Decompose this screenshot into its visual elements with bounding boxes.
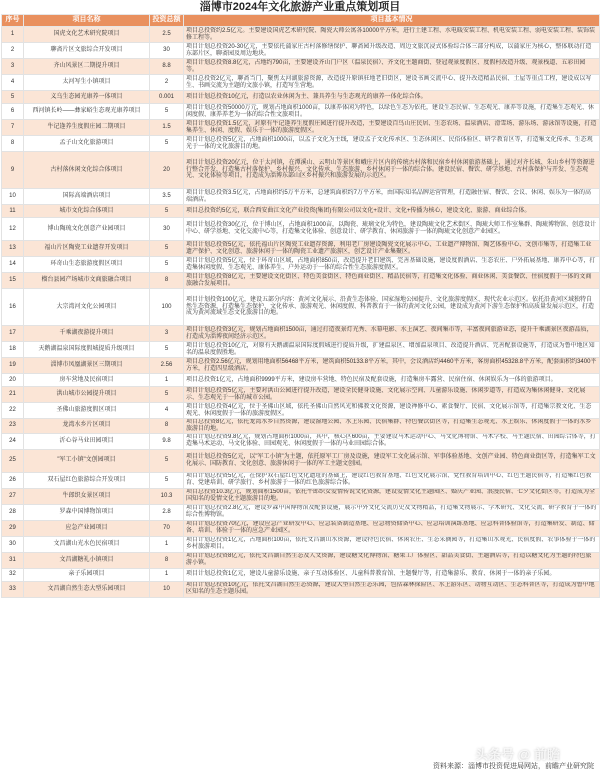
row-index: 11 [2, 205, 24, 218]
project-name: 西河镇长岭——彝家峪生态观光康养项目 [24, 104, 150, 120]
table-row [2, 120, 600, 136]
project-name: 应急产业园项目 [24, 520, 150, 536]
project-description: 项目计划总投资70亿元，建设应急产业研发中心、应急装备制造基地、应急物资储备中心、应急培训演练基地、应急科普体验馆等，打造集研发、制造、储备、培训、体验于一体的应急产业园区。 [184, 520, 600, 536]
project-description: 项目计划总投资20-30亿元，主要依托蒲家庄古村落修缮保护、聊斋园升级改造、周边文旅沉浸式体验综合体三部分构成，以蒲家庄为核心，整体联动打造东部片区，聊斋园及周边地块。 [184, 43, 600, 59]
table-row [2, 241, 600, 257]
header-description: 项目基本情况 [184, 15, 600, 27]
table-row [2, 488, 600, 504]
project-description: 项目计划总投资1亿元，建设儿童游乐设施、亲子互动体验区、儿童科普教育馆、主题餐厅等，打造集游乐、教育、休闲于一体的亲子乐园。 [184, 568, 600, 581]
project-name: 罗森中国博物馆项目 [24, 504, 150, 520]
investment-amount: 2 [150, 75, 184, 91]
table-row [2, 189, 600, 205]
row-index: 7 [2, 120, 24, 136]
table-row [2, 403, 600, 419]
investment-amount: 8.8 [150, 59, 184, 75]
project-description: 项目计划总投资8.8亿元，占地约790亩，主要建设齐山门户区（温泉民宿）、齐文化主题商街、登冠观景度假区、度假村改造升级、观景栈道、五彩田园等。 [184, 59, 600, 75]
project-description: 项目计划总投资10亿元，打造以农业休闲为主、兼具养生与生态观光的康养一体化综合体。 [184, 91, 600, 104]
project-description: 项目总投资约5亿元，联合西安曲江文化产业投资(集团)有限公司以文化+设计、文化+传播为核心，建设文化、旅游、商业综合体。 [184, 205, 600, 218]
project-name: 圣佛山旅游度假区项目 [24, 403, 150, 419]
row-index: 30 [2, 536, 24, 552]
header-investment: 投资总额 [150, 15, 184, 27]
table-body [2, 27, 600, 598]
row-index: 4 [2, 75, 24, 91]
table-row [2, 257, 600, 273]
project-name: 洪山城市公园提升项目 [24, 387, 150, 403]
project-description: 项目计划总投资5亿元，占地面积1000亩，以孟子文化为主线，建设孟子文化传承区、生态休闲区、民俗体验区、研学教育区等，打造集文化传承、生态观光于一体的文化旅游目的地。 [184, 136, 600, 152]
project-name: 国虎文化艺术研究院项目 [24, 27, 150, 43]
project-name: 榴台县园产场城市文商旅融合项目 [24, 273, 150, 289]
investment-amount: 30 [150, 218, 184, 241]
table-row [2, 289, 600, 326]
row-index: 10 [2, 189, 24, 205]
project-description: 项目计划总投资3.5亿元，占地面积约5万平方米，总建筑面积约7万平方米，由国际知名品牌运营管理，打造融住宿、餐饮、会议、休闲、娱乐为一体的高端酒店。 [184, 189, 600, 205]
row-index: 19 [2, 358, 24, 374]
project-name: 龙湾水乡片区项目 [24, 419, 150, 434]
project-name: 聊斋片区文旅综合开发项目 [24, 43, 150, 59]
project-description: 项目计划总投资5亿元，主要对洪山公园进行提升改造，建设全民健身设施、文化展示空间、儿童游乐设施、休闲步道等，打造成为集休闲健身、文化展示、生态观光于一体的城市公园。 [184, 387, 600, 403]
project-description: 项目计划总投资10亿元，对原有天鹅湖温泉国际度假城进行提质升级，扩建温泉区、增加温泉项目、改造提升酒店、完善配套设施等，打造成为鲁中地区知名的温泉度假胜地。 [184, 342, 600, 358]
row-index: 31 [2, 552, 24, 568]
table-row [2, 27, 600, 43]
row-index: 28 [2, 504, 24, 520]
row-index: 8 [2, 136, 24, 152]
table-row [2, 152, 600, 189]
project-name: 齐山风景区二期提升项目 [24, 59, 150, 75]
investment-amount: 5 [150, 342, 184, 358]
row-index: 5 [2, 91, 24, 104]
row-index: 27 [2, 488, 24, 504]
investment-amount: 70 [150, 520, 184, 536]
project-description: 项目计划总投资5亿元，依托福山片区陶瓷工业遗存资源，利用老厂房建设陶瓷文化展示中心、工业遗产博物馆、陶艺体验中心、文创市集等，打造集工业遗产保护、文化创意、旅游休闲于一体的陶瓷工业遗产旅游区，创艺设计产业集聚区。 [184, 241, 600, 257]
table-row [2, 374, 600, 387]
project-name: 环奇山生态旅游度假区项目 [24, 257, 150, 273]
investment-amount: 1 [150, 568, 184, 581]
project-name: 文昌湖山光水色民宿项目 [24, 536, 150, 552]
project-description: 项目总投资8亿元，依托龙湾水乡自然资源，建设湿地公园、水上乐园、民宿集群、特色餐饮街区等，打造集生态观光、水上娱乐、休闲度假于一体的水乡旅游目的地。 [184, 419, 600, 434]
investment-amount: 5 [150, 104, 184, 120]
project-description: 项目计划总投资50000万元，规划占地面积1000亩，以康养体闲为特色，以绿色生态为依托，建设生态民宿、生态观光、康养等设施，打造集生态观光、休闲度假、康养养老为一体的综合性文旅项目。 [184, 104, 600, 120]
project-name: 义乌生态园光康养一体项目 [24, 91, 150, 104]
table-row [2, 43, 600, 59]
investment-amount: 20 [150, 152, 184, 189]
project-name: 亲子乐园项目 [24, 568, 150, 581]
project-description: 项目计划总投资30亿元，位于博山区，占地面积1000亩，以陶瓷、琉璃文化为特色，建设陶琉文化艺术街区、陶琉大师工作室集群、陶琉博物馆、创意设计中心、研学基地、文化交流中心等，打造集文化体验、创意设计、研学教育、休闲旅游于一体的陶琉文化创意产业园区。 [184, 218, 600, 241]
table-row [2, 568, 600, 581]
investment-amount: 10 [150, 581, 184, 597]
investment-amount: 2.8 [150, 504, 184, 520]
project-description: 项目计划总投资2.8亿元，建设罗森中国博物馆及配套设施，展示中外文化交流历史及文物精品，打造集文物展示、学术研究、文化交流、研学教育于一体的综合性博物馆。 [184, 504, 600, 520]
table-row [2, 91, 600, 104]
investment-amount: 3.5 [150, 189, 184, 205]
project-description: 项目总投资2.56亿元，规划用地面积56468平方米，建筑面积50133.8平方米，其中，会议酒店约4460平方米，客房面积45328.8平方米，配套面积约3400平方米，打造四星级酒店。 [184, 358, 600, 374]
investment-amount: 5 [150, 449, 184, 472]
row-index: 15 [2, 273, 24, 289]
project-name: 牛郎织女景区项目 [24, 488, 150, 504]
table-row [2, 472, 600, 488]
project-description: 项目计划总投资5亿元，以"军工小镇"为主题，依托原军工厂房及设施，建设军工文化展示馆、军事体验基地、文创产业园、特色商业街区等，打造集军工文化展示、国防教育、文化创意、旅游休闲于一体的军工主题文创园。 [184, 449, 600, 472]
project-name: 天鹅湖温泉国际度假城提质升级项目 [24, 342, 150, 358]
project-description: 项目计划总投资1亿元，占地面积100亩，依托文昌湖山水资源，建设特色民宿、休闲农庄、生态采摘园等，打造集山水观光、民宿度假、农事体验于一体的乡村旅游项目。 [184, 536, 600, 552]
project-name: "军工小镇"文创园项目 [24, 449, 150, 472]
table-row [2, 504, 600, 520]
investment-amount: 4 [150, 403, 184, 419]
project-description: 项目计划总投资9.8亿元，规划占地面积1000亩，其中，核心区600亩，主要建设马术运动中心、马文化博物馆、马术学校、马主题民宿、田园综合体等，打造集马术运动、马文化体验、田园观光、休闲度假于一体的马业田园综合体。 [184, 433, 600, 449]
investment-amount: 5 [150, 241, 184, 257]
watermark: 头条号 @ 前瞻 [475, 747, 560, 762]
investment-amount: 8 [150, 273, 184, 289]
row-index: 32 [2, 568, 24, 581]
table-row [2, 273, 600, 289]
row-index: 22 [2, 403, 24, 419]
row-index: 24 [2, 433, 24, 449]
project-description: 项目总投资约2.5亿元。主要建设国虎艺术研究院、陶瓷大师公寓各10000平方米，进行土建工程、水电暖安装工程、机电安装工程、弱电安装工程、装饰装修工程等。 [184, 27, 600, 43]
table-row [2, 342, 600, 358]
investment-amount: 5 [150, 205, 184, 218]
investment-amount: 10.3 [150, 488, 184, 504]
project-description: 项目总投资2亿元，聊斋当门，聚焦太河湖旅游资源，改造提升原镇驻地老旧街区，建设书画交流中心、提升改造精品民宿、土屋等重点工程，建设成以写生、书画交流为主题的文旅小镇，打造写生营地。 [184, 75, 600, 91]
table-row [2, 433, 600, 449]
table-row [2, 136, 600, 152]
row-index: 3 [2, 59, 24, 75]
investment-amount: 5 [150, 472, 184, 488]
investment-amount: 1.5 [150, 120, 184, 136]
table-row [2, 581, 600, 597]
table-row [2, 520, 600, 536]
project-name: 牛记逢养生度假庄园二期项目 [24, 120, 150, 136]
project-name: 福山片区陶瓷工业遗存开发项目 [24, 241, 150, 257]
row-index: 23 [2, 419, 24, 434]
project-name: 淄博市凤凰湖景区三期项目 [24, 358, 150, 374]
project-description: 项目计划总投资3亿元，规划占地面积1500亩，通过打造夜景灯光秀、水幕电影、水上演艺、夜间集市等，丰富夜间旅游业态，提升千乘湖景区夜游品质，打造成为淄博夜间经济示范区。 [184, 326, 600, 342]
table-row [2, 449, 600, 472]
project-name: 国际高端酒店项目 [24, 189, 150, 205]
row-index: 25 [2, 449, 24, 472]
investment-amount: 2.5 [150, 27, 184, 43]
row-index: 6 [2, 104, 24, 120]
table-row [2, 104, 600, 120]
investment-amount: 30 [150, 43, 184, 59]
project-name: 太河写生小镇项目 [24, 75, 150, 91]
table-row [2, 552, 600, 568]
table-row [2, 387, 600, 403]
project-name: 文昌湖糖礼小镇项目 [24, 552, 150, 568]
investment-amount: 100 [150, 289, 184, 326]
row-index: 13 [2, 241, 24, 257]
table-row [2, 205, 600, 218]
table-row [2, 419, 600, 434]
row-index: 12 [2, 218, 24, 241]
table-header-row [2, 15, 600, 27]
project-description: 项目计划总投资10亿元，依托文昌湖自然生态资源，建设大型自然生态乐园，包括森林探险区、水上游乐区、动物互动区、生态科普区等，打造成为鲁中地区知名的生态主题乐园。 [184, 581, 600, 597]
investment-amount: 9.8 [150, 433, 184, 449]
table-row [2, 75, 600, 91]
row-index: 9 [2, 152, 24, 189]
row-index: 26 [2, 472, 24, 488]
project-description: 项目总投资10.3亿元，规划面积1500亩，依托牛郎织女爱情传说文化资源，建设爱情文化主题园区、婚庆产业园、浪漫民宿、七夕文化街区等，打造成为全国知名的爱情文化主题旅游目的地。 [184, 488, 600, 504]
project-name: 文昌湖自然生态大型乐园项目 [24, 581, 150, 597]
project-description: 项目计划总投资4亿元，位于圣佛山区域，依托圣佛山自然风光和佛教文化资源，建设禅修中心、素食餐厅、民宿、文化展示馆等，打造集宗教文化、生态观光、休闲度假于一体的旅游度假区。 [184, 403, 600, 419]
row-index: 2 [2, 43, 24, 59]
investment-amount: 5 [150, 136, 184, 152]
source-note: 资料来源：淄博市投资促进局网站，前瞻产业研究院 [433, 763, 594, 770]
investment-amount: 5 [150, 387, 184, 403]
investment-amount: 1 [150, 536, 184, 552]
project-name: 城市文化综合体项目 [24, 205, 150, 218]
investment-amount: 3 [150, 326, 184, 342]
row-index: 33 [2, 581, 24, 597]
project-name: 沂心谷马业田园项目 [24, 433, 150, 449]
investment-amount: 2.56 [150, 358, 184, 374]
project-description: 项目计划总投资5亿元，在保护双石屋红色文化遗址的基础上，建设红色教育基地、红色文化展示馆、党性教育培训中心、红色主题民宿等，打造集红色教育、党建培训、研学旅行、乡村旅游于一体的红色旅游综合体。 [184, 472, 600, 488]
header-project-name: 项目名称 [24, 15, 150, 27]
row-index: 29 [2, 520, 24, 536]
table-row [2, 536, 600, 552]
header-index: 序号 [2, 15, 24, 27]
table-row [2, 218, 600, 241]
investment-amount: 0.001 [150, 91, 184, 104]
project-name: 古村落休闲文化综合体项目 [24, 152, 150, 189]
investment-amount: 5 [150, 257, 184, 273]
project-description: 项目总投资1亿元，占地面积9999平方米，建设房车营地、特色民宿及配套设施，打造集房车露营、民宿住宿、休闲娱乐为一体的旅游项目。 [184, 374, 600, 387]
project-description: 项目计划总投资8亿元，主要建设文化街区、特色美食街区、特色商业街区、精品民宿等，打造集文化体验、商业休闲、美食餐饮、住宿度假于一体的文商旅融合发展项目。 [184, 273, 600, 289]
project-description: 项目计划总投资5亿元，位于环奇山区域，占地面积850亩，改造提升老旧建筑、完善基础设施，建设度假酒店、生态农庄、户外拓展基地、康养中心等，打造集休闲度假、生态观光、康体养生、户外运动于一体的综合性生态旅游度假区。 [184, 257, 600, 273]
table-row [2, 358, 600, 374]
project-name: 房车营地及民宿项目 [24, 374, 150, 387]
investment-amount: 8 [150, 552, 184, 568]
row-index: 16 [2, 289, 24, 326]
row-index: 18 [2, 342, 24, 358]
project-name: 孟子山文化旅游项目 [24, 136, 150, 152]
row-index: 20 [2, 374, 24, 387]
document-title: 淄博市2024年文化旅游产业重点策划项目 [199, 1, 401, 13]
project-description: 项目计划投资100亿元，建设五部分内容：黄河文化展示、沿黄生态体验、国家湿地公园提升、文化旅游度假区、现代农业示范区。依托沿黄河区域独特自然生态资源，打造集生态保护、文化传承、旅游观光、休闲度假、科普教育于一体的黄河文化公园，建设成为黄河下游生态保护和高质量发展示范区，打造成为黄河流域生态文化旅游目的地。 [184, 289, 600, 326]
investment-amount: 8 [150, 419, 184, 434]
table-row [2, 59, 600, 75]
table-row [2, 326, 600, 342]
project-name: 千乘湖夜游提升项目 [24, 326, 150, 342]
project-description: 项目计划总投资20亿元，位于太河镇，在潭溪山、云明山等景区和峨庄片区内的传统古村落和民宿乡村休闲旅游基础上，通过对齐长城、朱山乡村等资源进行整合开发，打造集古村落保护、乡村振兴、文化传承、生态旅游、乡村休闲于一体的综合体。建设民宿、餐饮、研学基地、古村落保护与开发、生态观光、文化体验等项目，打造成为淄博东部山区乡村振兴和旅游发展的示范区。 [184, 152, 600, 189]
project-name: 博山陶琉文化创意产业园项目 [24, 218, 150, 241]
row-index: 21 [2, 387, 24, 403]
row-index: 17 [2, 326, 24, 342]
project-name: 双石屋红色旅游综合开发项目 [24, 472, 150, 488]
project-description: 项目计划总投资8亿元，依托文昌湖自然生态及人文资源，建设糖文化博物馆、糖果工厂体验区、甜品美食街、主题酒店等，打造以糖文化为主题的特色旅游小镇。 [184, 552, 600, 568]
projects-table [1, 14, 600, 598]
row-index: 1 [2, 27, 24, 43]
investment-amount: 1 [150, 374, 184, 387]
project-name: 大宗湾河文化公园项目 [24, 289, 150, 326]
project-description: 项目计划总投资1.5亿元，对原有牛记逢养生度假庄园进行提升改造，主要建设百鸟山庄民居、生态农场、温泉酒店、滑雪场、游乐场、游泳馆等设施，打造集养生、休闲、度假、娱乐于一体的旅游度假区。 [184, 120, 600, 136]
row-index: 14 [2, 257, 24, 273]
